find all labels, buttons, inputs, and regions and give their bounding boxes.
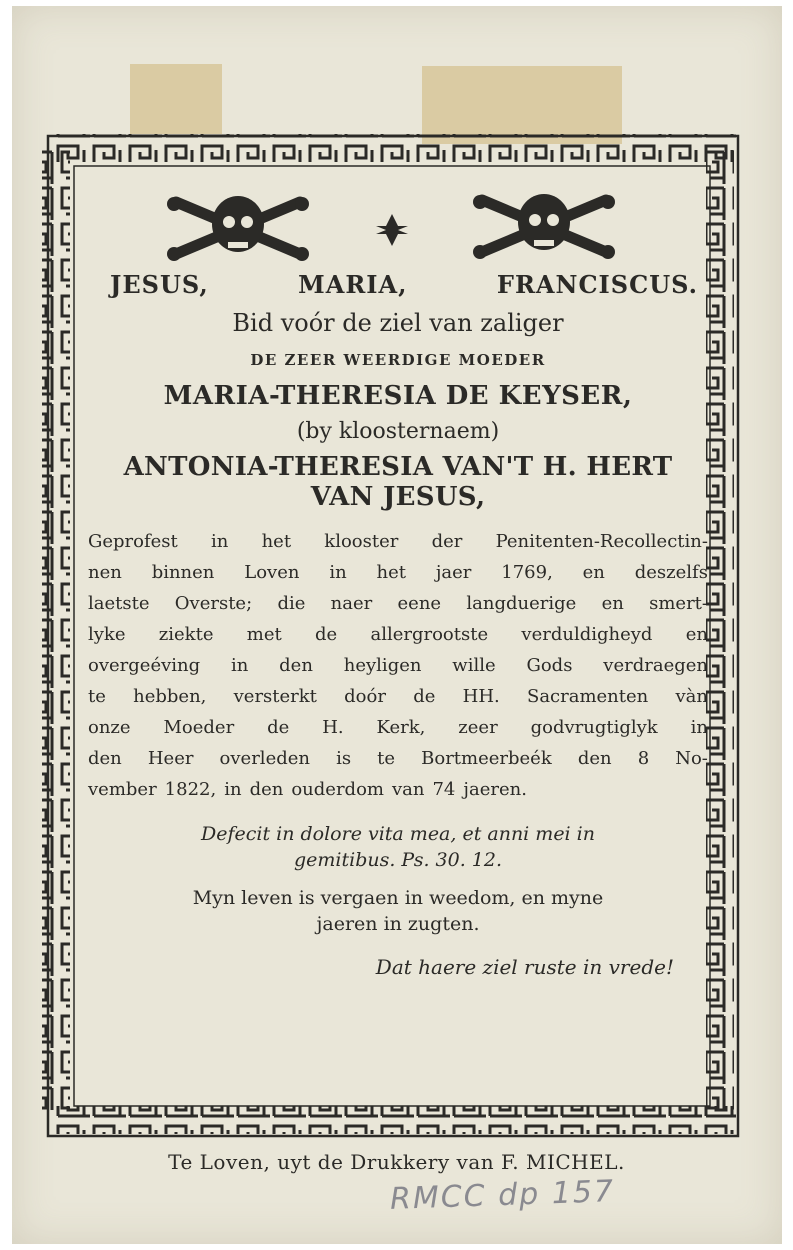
invocation-line — [110, 270, 698, 299]
biography-line — [88, 619, 708, 650]
biography-word: overleden — [219, 748, 310, 769]
biography-word: der — [431, 531, 463, 552]
dutch-verse-line-1: Myn leven is vergaen in weedom, en myne — [192, 887, 604, 909]
biography-word: No- — [675, 748, 708, 769]
biography-word: verdraegen — [603, 655, 708, 676]
title-line: DE ZEER WEERDIGE MOEDER — [250, 351, 546, 369]
biography-word: te — [377, 748, 396, 769]
biography-word: versterkt — [233, 686, 317, 707]
biography-word: 8 — [637, 748, 650, 769]
biography-word: heyligen — [343, 655, 422, 676]
skull-crossbones-icon — [167, 196, 309, 261]
biography-word: den — [249, 779, 284, 800]
biography-word: vàn — [675, 686, 708, 707]
biography-word: Bortmeerbeék — [421, 748, 552, 769]
biography-word: zeer — [458, 717, 498, 738]
biography-word: binnen — [151, 562, 215, 583]
biography-word: hebben, — [133, 686, 207, 707]
printer-imprint: Te Loven, uyt de Drukkery van F. MICHEL. — [168, 1150, 625, 1174]
biography-word: eene — [397, 593, 442, 614]
biography-word: allergrootste — [370, 624, 489, 645]
biography-word: in — [230, 655, 249, 676]
biography-word: godvrugtiglyk — [530, 717, 658, 738]
biography-word: in — [224, 779, 242, 800]
biography-line — [88, 774, 708, 805]
latin-verse-line-2: gemitibus. Ps. 30. 12. — [293, 849, 503, 871]
card-text — [88, 270, 708, 979]
biography-line — [88, 743, 708, 774]
biography-word: onze — [88, 717, 131, 738]
biography-word: de — [267, 717, 290, 738]
biography-word: laetste — [88, 593, 150, 614]
biography-word: Heer — [147, 748, 194, 769]
biography-word: lyke — [88, 624, 126, 645]
biography-line — [88, 526, 708, 557]
biography-word: Moeder — [163, 717, 235, 738]
religious-name-line-1: ANTONIA-THERESIA VAN'T H. HERT — [123, 452, 673, 482]
biography-word: en — [601, 593, 624, 614]
skull-crossbones-icon — [473, 194, 615, 259]
deceased-name: MARIA-THERESIA DE KEYSER, — [163, 381, 633, 411]
biography-word: doór — [344, 686, 386, 707]
biography-word: Penitenten-Recollectin- — [495, 531, 708, 552]
biography-word: die — [277, 593, 306, 614]
biography-word: van — [391, 779, 425, 800]
biography-word: 1769, — [501, 562, 553, 583]
biography-line — [88, 681, 708, 712]
biography-word: in — [211, 531, 229, 552]
biography-word: jaer — [435, 562, 472, 583]
biography-word: den — [88, 748, 122, 769]
biography-word: Kerk, — [376, 717, 426, 738]
latin-verse-line-1: Defecit in dolore vita mea, et anni mei in — [201, 823, 595, 845]
biography-word: het — [261, 531, 292, 552]
biography-word: de — [413, 686, 436, 707]
prayer-line: Bid voór de ziel van zaliger — [232, 309, 564, 337]
biography-word: in — [690, 717, 708, 738]
biography-word: en — [685, 624, 708, 645]
biography-word: Gods — [526, 655, 573, 676]
biography-word: Geprofest — [88, 531, 178, 552]
dutch-verse-line-2: jaeren in zugten. — [316, 913, 480, 935]
biography-word: klooster — [324, 531, 399, 552]
biography-word: den — [279, 655, 313, 676]
biography-word: langduerige — [466, 593, 577, 614]
biography-word: vember — [88, 779, 157, 800]
biography-word: Loven — [244, 562, 300, 583]
biography-word: H. — [322, 717, 344, 738]
biography-word: HH. — [462, 686, 500, 707]
biography-word: ouderdom — [291, 779, 384, 800]
biography-word: met — [246, 624, 282, 645]
biography-word: overgeéving — [88, 655, 201, 676]
biography-line — [88, 650, 708, 681]
biography-word: is — [336, 748, 352, 769]
biography-word: Sacramenten — [526, 686, 649, 707]
biography-word: in — [329, 562, 347, 583]
closing-prayer: Dat haere ziel ruste in vrede! — [375, 955, 674, 979]
biography-word: Overste; — [174, 593, 253, 614]
cloister-note: (by kloosternaem) — [296, 419, 500, 444]
biography-word: verduldigheyd — [521, 624, 653, 645]
religious-name-line-2: VAN JESUS, — [310, 482, 486, 512]
biography-word: wille — [452, 655, 496, 676]
biography-word: 1822, — [164, 779, 217, 800]
invocation-maria: MARIA, — [298, 270, 408, 299]
biography-word: het — [376, 562, 406, 583]
biography-word: smert- — [649, 593, 708, 614]
biography-line — [88, 712, 708, 743]
biography-line — [88, 557, 708, 588]
biography-word: deszelfs — [634, 562, 708, 583]
biography-word: en — [582, 562, 605, 583]
biography-word: te — [88, 686, 106, 707]
biography-word: nen — [88, 562, 122, 583]
biography-word: naer — [330, 593, 373, 614]
biography-word: jaeren. — [463, 779, 527, 800]
biography-paragraph — [88, 526, 708, 805]
biography-word: de — [315, 624, 338, 645]
biography-word: den — [577, 748, 612, 769]
biography-line — [88, 588, 708, 619]
maltese-cross-icon — [376, 214, 408, 246]
biography-word: 74 — [432, 779, 456, 800]
shelfmark-handwritten: RMCC dp 157 — [389, 1174, 616, 1217]
biography-word: ziekte — [158, 624, 214, 645]
invocation-jesus: JESUS, — [110, 270, 209, 299]
invocation-franciscus: FRANCISCUS. — [496, 270, 698, 299]
